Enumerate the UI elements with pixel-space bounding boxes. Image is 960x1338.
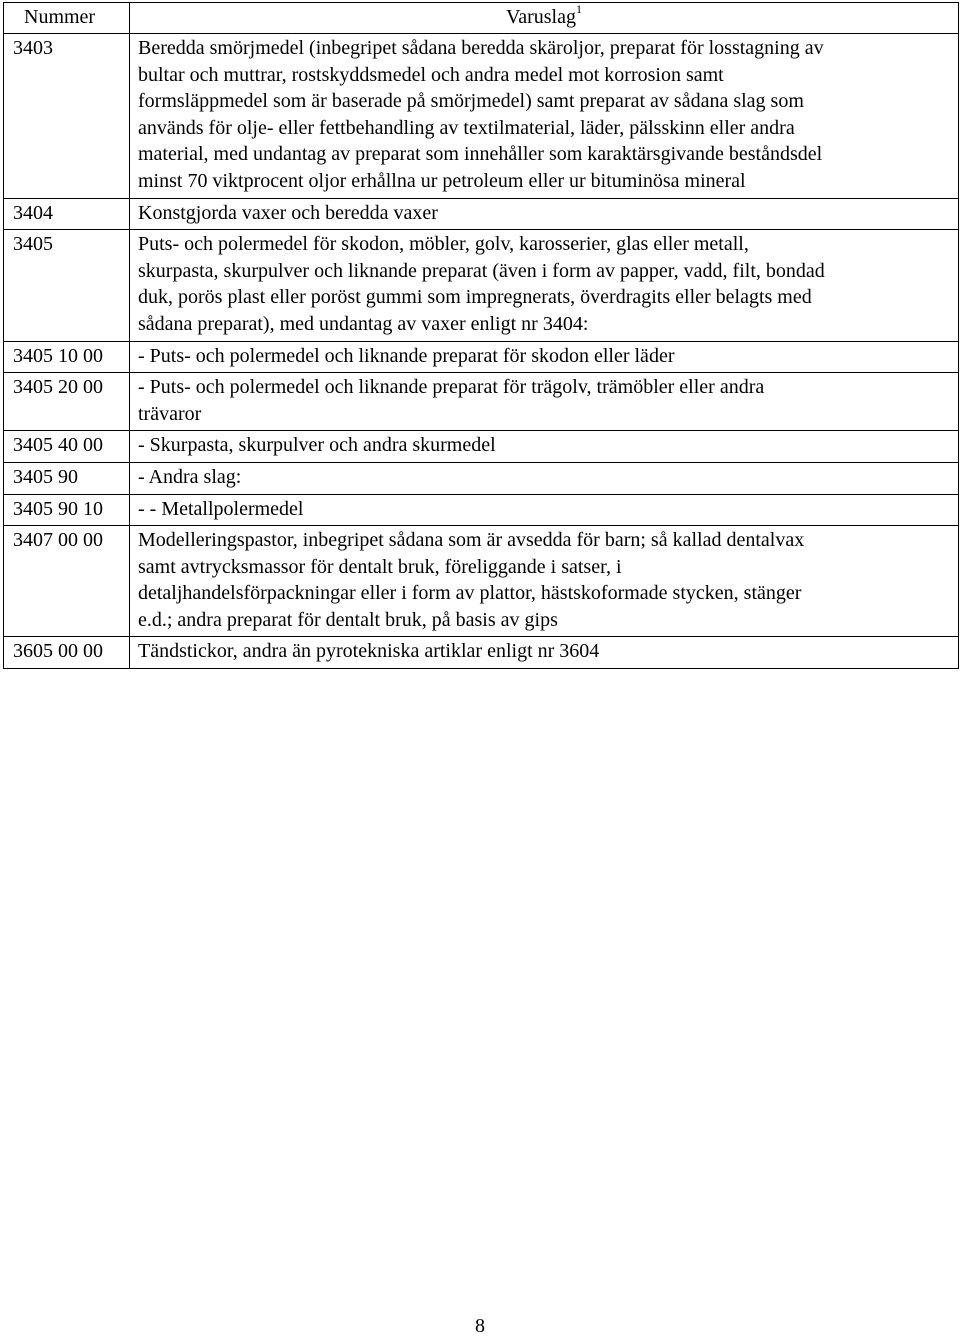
table-row bbox=[4, 462, 959, 494]
row-description: - Puts- och polermedel och liknande preparat för trägolv, trämöbler eller andra trävaror bbox=[130, 373, 959, 431]
row-description: Konstgjorda vaxer och beredda vaxer bbox=[130, 198, 959, 230]
table-row bbox=[4, 198, 959, 230]
column-header-description-label: Varuslag bbox=[506, 6, 576, 28]
row-number: 3405 10 00 bbox=[4, 341, 130, 373]
row-number: 3405 90 10 bbox=[4, 494, 130, 526]
column-header-description bbox=[130, 3, 959, 34]
table-row bbox=[4, 341, 959, 373]
table-row bbox=[4, 34, 959, 199]
row-description: Beredda smörjmedel (inbegripet sådana beredda skäroljor, preparat för losstagning av bultar och muttrar, rostskyddsmedel och andra medel mot korrosion samt formsläppmedel som är baserade på smörjmedel) samt preparat av sådana slag som används för olje- eller fettbehandling av textilmaterial, läder, pälsskinn eller andra material, med undantag av preparat som innehåller som karaktärsgivande beståndsdel minst 70 viktprocent oljor erhållna ur petroleum eller ur bituminösa mineral bbox=[130, 34, 959, 199]
column-header-number: Nummer bbox=[4, 3, 130, 34]
row-number: 3403 bbox=[4, 34, 130, 199]
table-header-row bbox=[4, 3, 959, 34]
row-description: - Puts- och polermedel och liknande preparat för skodon eller läder bbox=[130, 341, 959, 373]
table-row bbox=[4, 494, 959, 526]
row-number: 3605 00 00 bbox=[4, 637, 130, 669]
table-row bbox=[4, 637, 959, 669]
row-description: - - Metallpolermedel bbox=[130, 494, 959, 526]
row-number: 3404 bbox=[4, 198, 130, 230]
table-row bbox=[4, 526, 959, 637]
row-description: Modelleringspastor, inbegripet sådana som är avsedda för barn; så kallad dentalvax samt avtrycksmassor för dentalt bruk, föreliggande i satser, i detaljhandelsförpackningar eller i form av plattor, hästskoformade stycken, stänger e.d.; andra preparat för dentalt bruk, på basis av gips bbox=[130, 526, 959, 637]
row-description: Tändstickor, andra än pyrotekniska artiklar enligt nr 3604 bbox=[130, 637, 959, 669]
row-number: 3405 20 00 bbox=[4, 373, 130, 431]
row-number: 3407 00 00 bbox=[4, 526, 130, 637]
tariff-table bbox=[3, 2, 959, 669]
page-number: 8 bbox=[475, 1315, 485, 1337]
table-row bbox=[4, 431, 959, 463]
row-description: - Skurpasta, skurpulver och andra skurmedel bbox=[130, 431, 959, 463]
row-description: - Andra slag: bbox=[130, 462, 959, 494]
table-row bbox=[4, 373, 959, 431]
row-description: Puts- och polermedel för skodon, möbler, golv, karosserier, glas eller metall, skurpasta, skurpulver och liknande preparat (även i form av papper, vadd, filt, bondad duk, porös plast eller poröst gummi som impregnerats, överdragits eller belagts med sådana preparat), med undantag av vaxer enligt nr 3404: bbox=[130, 230, 959, 341]
row-number: 3405 40 00 bbox=[4, 431, 130, 463]
table-row bbox=[4, 230, 959, 341]
footnote-ref: 1 bbox=[575, 2, 582, 17]
row-number: 3405 bbox=[4, 230, 130, 341]
row-number: 3405 90 bbox=[4, 462, 130, 494]
